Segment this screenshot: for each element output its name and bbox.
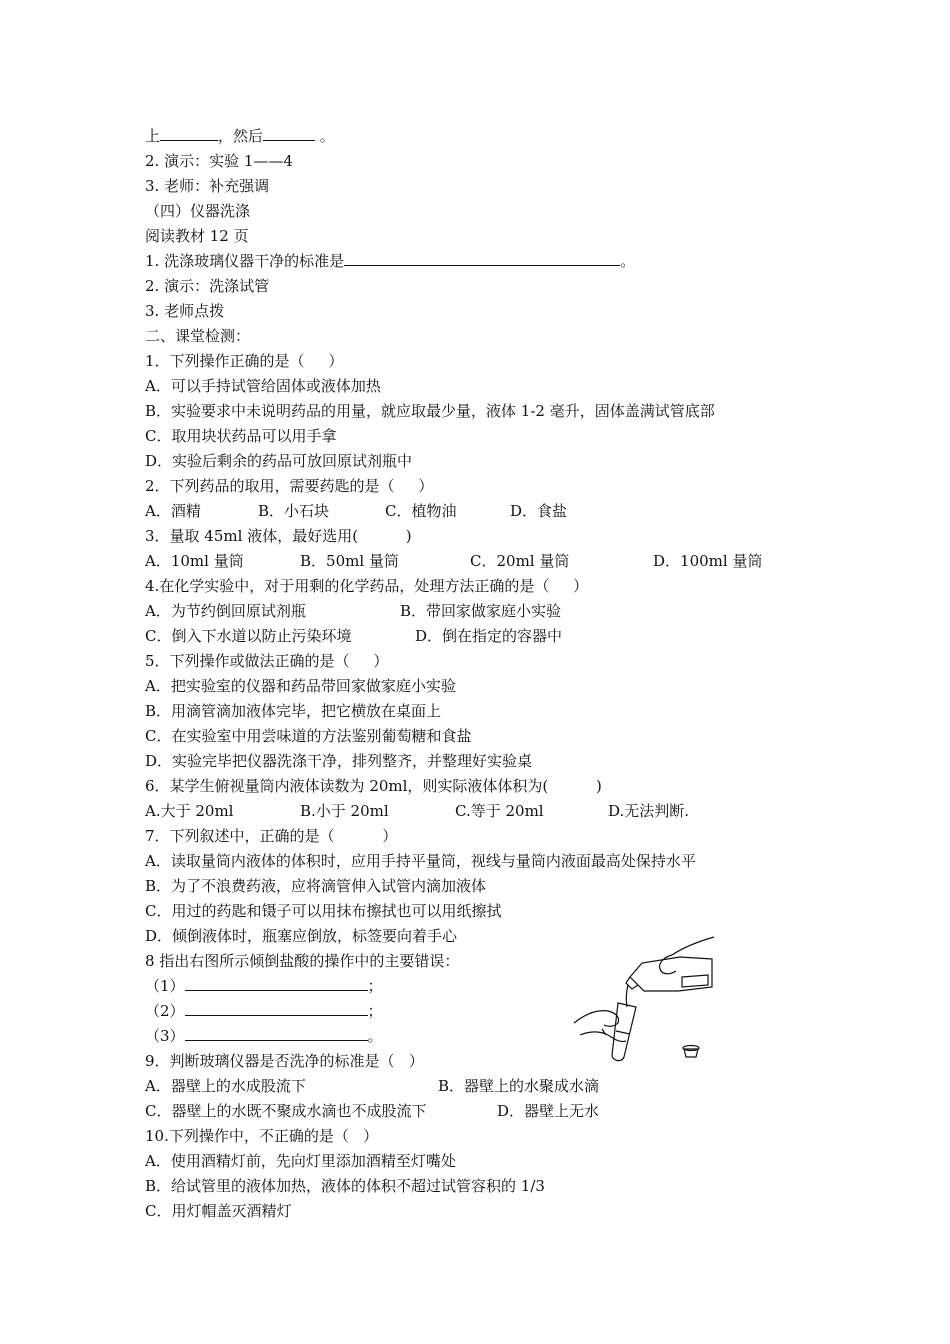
option: D．100ml 量筒 bbox=[653, 552, 763, 570]
option: C．器壁上的水既不聚成水滴也不成股流下 bbox=[145, 1102, 427, 1120]
answer-line bbox=[145, 976, 383, 996]
option: A．10ml 量筒 bbox=[145, 552, 244, 570]
option: D．食盐 bbox=[510, 502, 568, 520]
text-line bbox=[145, 126, 335, 146]
right-arm bbox=[672, 937, 714, 955]
liquid-level bbox=[616, 1031, 630, 1034]
option: B．用滴管滴加液体完毕，把它横放在桌面上 bbox=[145, 702, 442, 720]
text: （1） bbox=[145, 977, 185, 995]
answer-blank bbox=[160, 126, 218, 141]
section-heading: 二、课堂检测： bbox=[145, 327, 251, 345]
text: ； bbox=[367, 977, 383, 995]
option: C.等于 20ml bbox=[455, 802, 544, 820]
option: C．倒入下水道以防止污染环境 bbox=[145, 627, 352, 645]
option: B.小于 20ml bbox=[300, 802, 389, 820]
text-line: 3. 老师：补充强调 bbox=[145, 177, 270, 195]
option: A.大于 20ml bbox=[145, 802, 234, 820]
option: B．带回家做家庭小实验 bbox=[400, 602, 562, 620]
text: 1. 洗涤玻璃仪器干净的标准是 bbox=[145, 252, 345, 270]
option: B．50ml 量筒 bbox=[300, 552, 399, 570]
bottle-label bbox=[682, 975, 708, 987]
question: 2．下列药品的取用，需要药匙的是（ ） bbox=[145, 477, 434, 495]
answer-line bbox=[145, 1026, 383, 1046]
answer-blank bbox=[344, 251, 620, 266]
question: 8 指出右图所示倾倒盐酸的操作中的主要错误： bbox=[145, 952, 460, 970]
option: D．倾倒液体时，瓶塞应倒放，标签要向着手心 bbox=[145, 927, 458, 945]
question: 6．某学生俯视量筒内液体读数为 20ml，则实际液体体积为( ) bbox=[145, 777, 602, 795]
option: D.无法判断. bbox=[608, 802, 690, 820]
text: 上 bbox=[145, 127, 161, 145]
option: B．器壁上的水聚成水滴 bbox=[438, 1077, 600, 1095]
text-line: 2. 演示：实验 1——4 bbox=[145, 152, 293, 170]
finger-detail bbox=[602, 1029, 606, 1035]
option: C．植物油 bbox=[385, 502, 457, 520]
text: 。 bbox=[367, 1027, 383, 1045]
answer-blank bbox=[185, 1026, 368, 1041]
option: A．使用酒精灯前，先向灯里添加酒精至灯嘴处 bbox=[145, 1152, 456, 1170]
answer-blank bbox=[263, 126, 315, 141]
option: B．给试管里的液体加热，液体的体积不超过试管容积的 1/3 bbox=[145, 1177, 545, 1195]
option: A．为节约倒回原试剂瓶 bbox=[145, 602, 306, 620]
option: B．为了不浪费药液，应将滴管伸入试管内滴加液体 bbox=[145, 877, 487, 895]
left-hand bbox=[574, 1011, 619, 1027]
text-line bbox=[145, 251, 635, 271]
text: （3） bbox=[145, 1027, 185, 1045]
answer-line bbox=[145, 1001, 383, 1021]
text: ； bbox=[367, 1002, 383, 1020]
option: D．倒在指定的容器中 bbox=[415, 627, 563, 645]
option: A．读取量筒内液体的体积时，应用手持平量筒，视线与量筒内液面最高处保持水平 bbox=[145, 852, 696, 870]
question: 10.下列操作中，不正确的是（ ） bbox=[145, 1127, 379, 1145]
test-tube bbox=[612, 1003, 636, 1061]
text-line: 2. 演示：洗涤试管 bbox=[145, 277, 270, 295]
question: 3．量取 45ml 液体，最好选用( ) bbox=[145, 527, 412, 545]
question: 4.在化学实验中，对于用剩的化学药品，处理方法正确的是（ ） bbox=[145, 577, 589, 595]
option: A．可以手持试管给固体或液体加热 bbox=[145, 377, 381, 395]
option: C．用过的药匙和镊子可以用抹布擦拭也可以用纸擦拭 bbox=[145, 902, 502, 920]
option: C．用灯帽盖灭酒精灯 bbox=[145, 1202, 292, 1220]
question: 7．下列叙述中，正确的是（ ） bbox=[145, 827, 398, 845]
question: 9．判断玻璃仪器是否洗净的标准是（ ） bbox=[145, 1052, 424, 1070]
option: C．20ml 量筒 bbox=[470, 552, 570, 570]
question: 1．下列操作正确的是（ ） bbox=[145, 352, 344, 370]
liquid-stream bbox=[626, 985, 628, 1007]
option: D．器壁上无水 bbox=[497, 1102, 600, 1120]
option: D．实验后剩余的药品可放回原试剂瓶中 bbox=[145, 452, 413, 470]
option: C．取用块状药品可以用手拿 bbox=[145, 427, 337, 445]
text-line: 阅读教材 12 页 bbox=[145, 227, 249, 245]
question: 5．下列操作或做法正确的是（ ） bbox=[145, 652, 389, 670]
text: 。 bbox=[315, 127, 335, 145]
option: C．在实验室中用尝味道的方法鉴别葡萄糖和食盐 bbox=[145, 727, 472, 745]
left-fingers bbox=[580, 1032, 626, 1042]
pouring-acid-illustration bbox=[572, 935, 722, 1065]
option: A．酒精 bbox=[145, 502, 201, 520]
option: A．器壁上的水成股流下 bbox=[145, 1077, 306, 1095]
stopper-top bbox=[683, 1046, 699, 1051]
option: A．把实验室的仪器和药品带回家做家庭小实验 bbox=[145, 677, 456, 695]
section-heading: （四）仪器洗涤 bbox=[145, 202, 251, 220]
text: 。 bbox=[620, 252, 636, 270]
text: ，然后 bbox=[218, 127, 264, 145]
answer-blank bbox=[185, 976, 368, 991]
option: B．实验要求中未说明药品的用量，就应取最少量，液体 1-2 毫升，固体盖满试管底部 bbox=[145, 402, 715, 420]
text-line: 3. 老师点拨 bbox=[145, 302, 225, 320]
option: D．实验完毕把仪器洗涤干净，排列整齐，并整理好实验桌 bbox=[145, 752, 533, 770]
text: （2） bbox=[145, 1002, 185, 1020]
answer-blank bbox=[185, 1001, 368, 1016]
option: B．小石块 bbox=[258, 502, 330, 520]
